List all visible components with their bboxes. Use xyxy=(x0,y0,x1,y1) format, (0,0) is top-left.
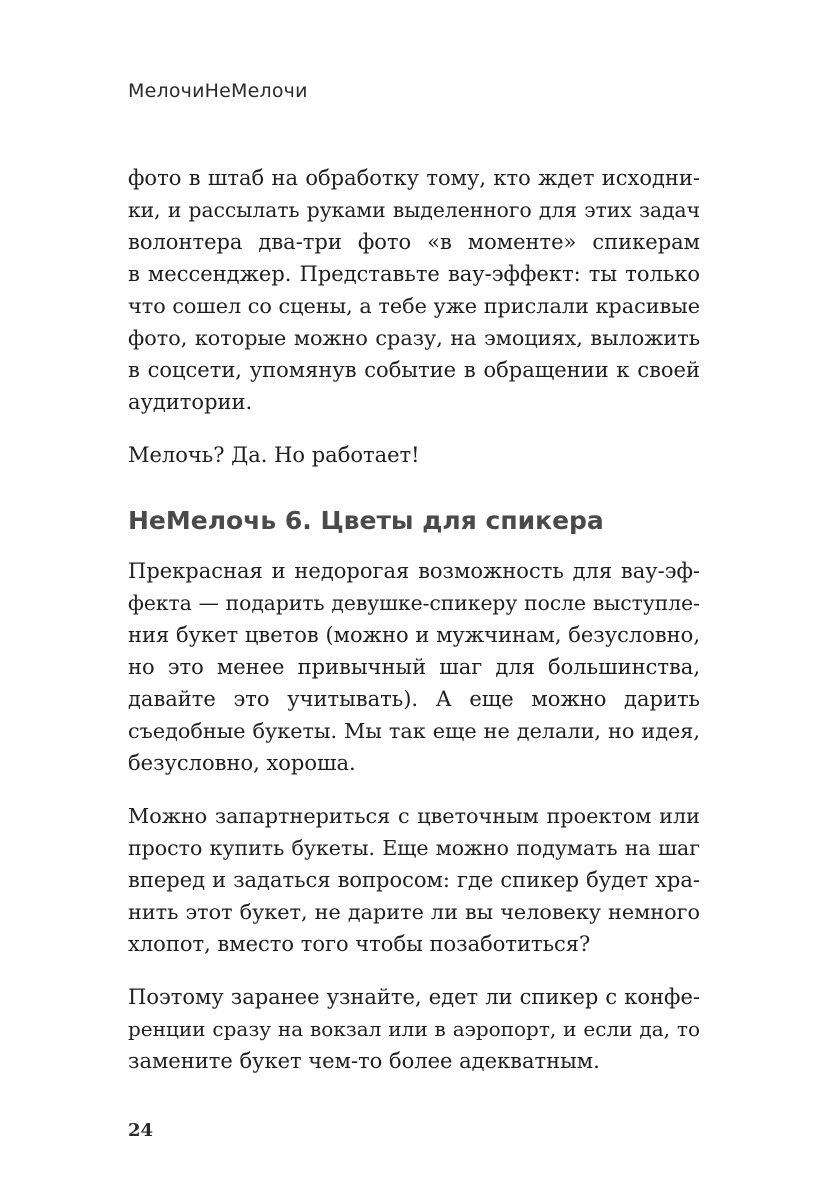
text-line: хлопот, вместо того чтобы позаботиться? xyxy=(128,932,591,956)
text-line: просто купить букеты. Еще можно подумать на шаг xyxy=(128,836,700,860)
text-line: ния букет цветов (можно и мужчинам, безусловно, xyxy=(128,623,700,647)
text-line: безусловно, хороша. xyxy=(128,751,356,775)
text-line: волонтера два-три фото «в моменте» спикерам xyxy=(128,230,700,254)
text-line: фекта — подарить девушке-спикеру после выступле- xyxy=(128,591,700,615)
text-line: съедобные букеты. Мы так еще не делали, но идея, xyxy=(128,719,700,743)
text-line: давайте это учитывать). А еще можно дарить xyxy=(128,687,700,711)
text-line: Прекрасная и недорогая возможность для вау-эф- xyxy=(128,559,700,583)
text-line: нить этот букет, не дарите ли вы человеку немного xyxy=(128,900,700,924)
text-line: Можно запартнериться с цветочным проектом или xyxy=(128,804,700,828)
text-line: ренции сразу на вокзал или в аэропорт, и если да, то xyxy=(128,1017,700,1041)
page-body xyxy=(128,162,700,1077)
page-number: 24 xyxy=(128,1120,154,1141)
section-heading: НеМелочь 6. Цветы для спикера xyxy=(128,506,604,535)
paragraph-small-thing-works xyxy=(128,439,700,471)
paragraph-partner-florist xyxy=(128,800,700,960)
text-line: Мелочь? Да. Но работает! xyxy=(128,443,420,467)
text-line: в соцсети, упомянув событие в обращении к своей xyxy=(128,358,700,382)
text-line: в мессенджер. Представьте вау-эффект: ты только xyxy=(128,262,700,286)
text-line: ки, и рассылать руками выделенного для этих задач xyxy=(128,198,700,222)
text-line: аудитории. xyxy=(128,390,253,414)
text-line: фото в штаб на обработку тому, кто ждет исходни- xyxy=(128,166,700,190)
text-line: замените букет чем-то более адекватным. xyxy=(128,1049,600,1073)
text-line: вперед и задаться вопросом: где спикер будет хра- xyxy=(128,868,700,892)
text-line: фото, которые можно сразу, на эмоциях, выложить xyxy=(128,326,700,350)
text-line: что сошел со сцены, а тебе уже прислали красивые xyxy=(128,294,700,318)
running-head: МелочиНеМелочи xyxy=(128,80,308,102)
text-line: Поэтому заранее узнайте, едет ли спикер с конфе- xyxy=(128,985,700,1009)
paragraph-check-travel xyxy=(128,981,700,1077)
paragraph-photo-wow-effect xyxy=(128,162,700,418)
text-line: но это менее привычный шаг для большинства, xyxy=(128,655,700,679)
paragraph-flowers-gift xyxy=(128,555,700,779)
